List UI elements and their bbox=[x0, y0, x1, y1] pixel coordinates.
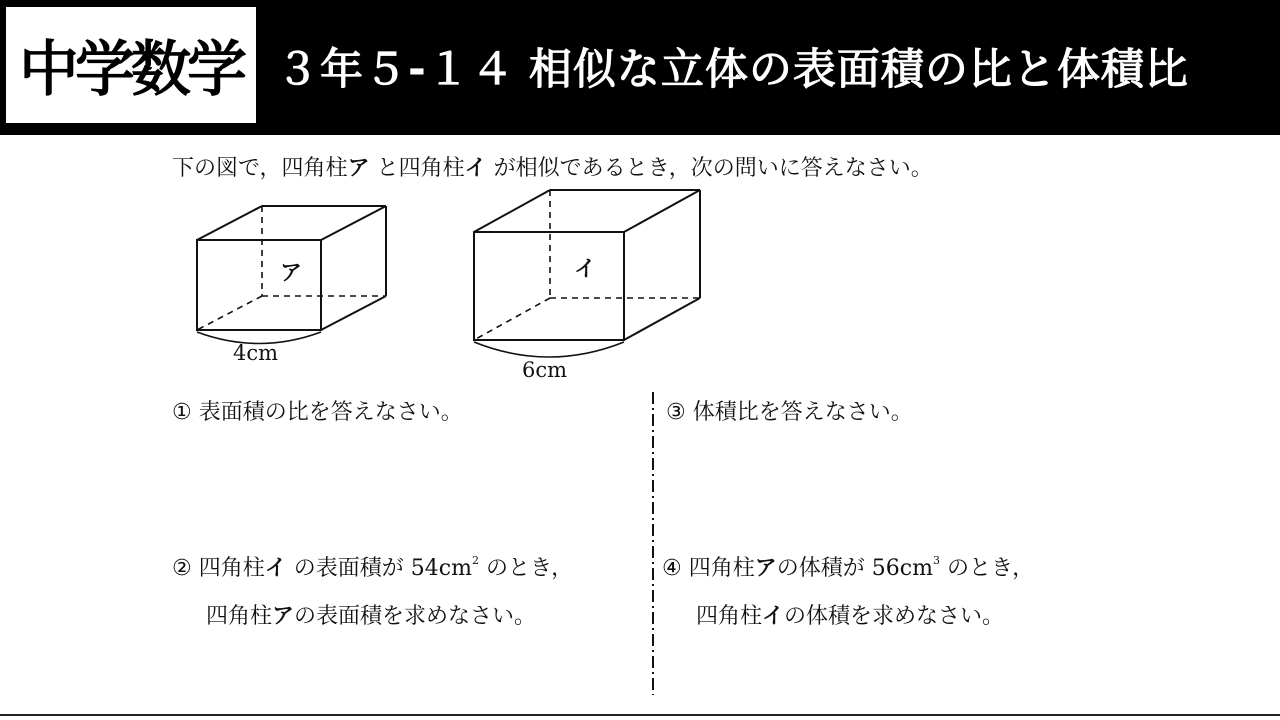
q2-text-c: の表面積が bbox=[286, 556, 404, 581]
q4-marker: ④ bbox=[662, 556, 682, 581]
q2-line-2 bbox=[172, 602, 573, 632]
q3-marker: ③ bbox=[666, 400, 686, 425]
q1-marker: ① bbox=[172, 400, 192, 425]
title-text: 相似な立体の表面積の比と体積比 bbox=[528, 45, 1189, 95]
prism-b-label: イ bbox=[574, 257, 597, 282]
prompt-text-2: と四角柱 bbox=[369, 156, 465, 181]
q2-value: 54cm bbox=[410, 556, 472, 581]
q4-prism-b: イ bbox=[762, 604, 785, 629]
question-3 bbox=[666, 398, 913, 428]
q2-marker: ② bbox=[172, 556, 192, 581]
prompt-prism-a: ア bbox=[347, 156, 370, 181]
q2-line2-c: の表面積を求めなさい。 bbox=[294, 604, 537, 629]
q4-line2-a: 四角柱 bbox=[696, 604, 763, 629]
question-1 bbox=[172, 398, 463, 428]
prism-a-label: ア bbox=[280, 261, 303, 286]
q2-text-a: 四角柱 bbox=[198, 556, 265, 581]
question-4 bbox=[662, 546, 1034, 632]
q4-line-2 bbox=[662, 602, 1034, 632]
q4-value: 56cm bbox=[871, 556, 933, 581]
q2-text-d: のとき， bbox=[485, 556, 574, 581]
prompt-text-1: 下の図で，四角柱 bbox=[172, 156, 348, 181]
q4-prism-a: ア bbox=[754, 556, 777, 581]
q2-line-1 bbox=[172, 546, 573, 584]
q4-text-c: の体積が bbox=[776, 556, 865, 581]
q4-line-1 bbox=[662, 546, 1034, 584]
q4-text-d: のとき， bbox=[946, 556, 1035, 581]
logo: 中学数学 bbox=[6, 7, 256, 123]
q4-line2-c: の体積を求めなさい。 bbox=[784, 604, 1005, 629]
prompt-prism-b: イ bbox=[464, 156, 487, 181]
q2-line2-a: 四角柱 bbox=[206, 604, 273, 629]
q2-prism-a: ア bbox=[272, 604, 295, 629]
q2-exponent: 2 bbox=[471, 554, 479, 567]
q4-exponent: 3 bbox=[932, 554, 940, 567]
prism-b-edge-length: 6cm bbox=[522, 358, 568, 382]
question-2 bbox=[172, 546, 573, 632]
prism-a-edge-length: 4cm bbox=[233, 341, 279, 365]
q1-text: 表面積の比を答えなさい。 bbox=[198, 400, 463, 425]
q4-text-a: 四角柱 bbox=[688, 556, 755, 581]
title-code: ３年５-１４ bbox=[276, 45, 515, 95]
prompt-text-3: が相似であるとき，次の問いに答えなさい。 bbox=[486, 156, 933, 181]
bottom-rule bbox=[0, 714, 1280, 716]
q3-text: 体積比を答えなさい。 bbox=[692, 400, 913, 425]
q2-prism-b: イ bbox=[264, 556, 287, 581]
